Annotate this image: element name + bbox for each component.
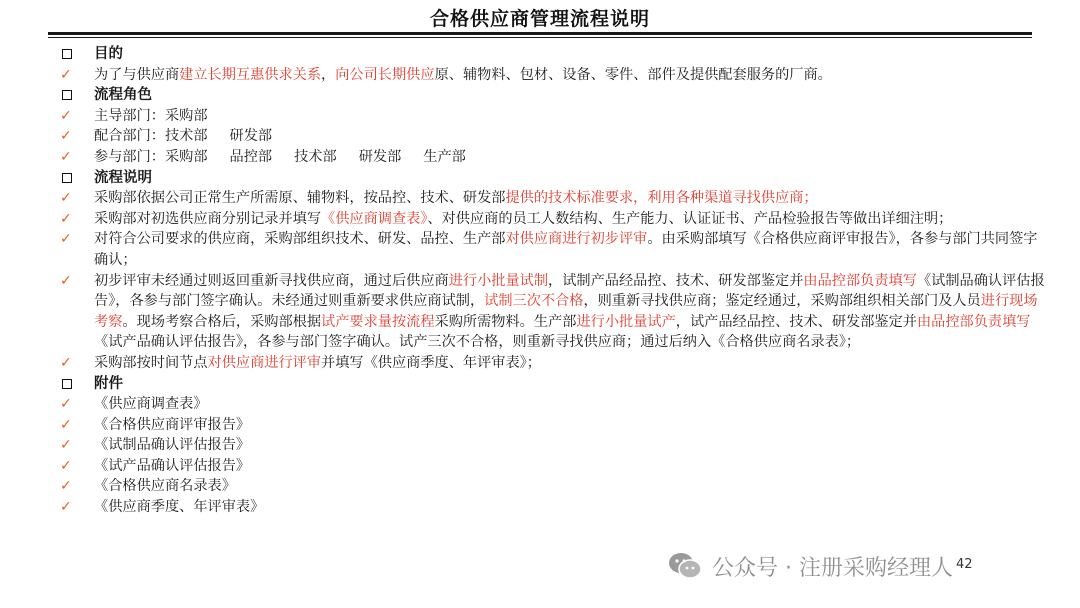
text-segment: 初步评审未经通过则返回重新寻找供应商，通过后供应商 [94, 272, 449, 289]
text-segment: 。由采购部填写《合格供应商评审报告》，各参与部门共同签字确认； [94, 231, 1038, 268]
checkmark-icon: ✓ [60, 478, 72, 495]
part-dept-item: 品控部 [229, 148, 273, 165]
highlighted-text: 由品控部负责填写 [803, 272, 917, 289]
square-bullet-icon [62, 90, 72, 100]
checkmark-icon: ✓ [60, 354, 72, 371]
process-step-text [94, 355, 541, 371]
checkmark-icon: ✓ [60, 107, 72, 124]
checkmark-icon: ✓ [60, 210, 72, 227]
highlighted-text: 提供的技术标准要求，利用各种渠道寻找供应商； [505, 190, 818, 207]
highlighted-text: 试制三次不合格 [484, 293, 584, 310]
square-bullet-icon [62, 379, 72, 389]
page-title: 合格供应商管理流程说明 [429, 8, 650, 30]
text-segment: 并填写《供应商季度、年评审表》； [321, 354, 541, 371]
watermark-text: 公众号 · 注册采购经理人 [712, 555, 953, 581]
watermark [668, 546, 953, 586]
checkmark-icon: ✓ [60, 272, 72, 289]
section-heading-text: 附件 [94, 375, 123, 392]
attachment-item [58, 415, 1048, 436]
attachment-item [58, 497, 1048, 518]
square-bullet-icon [62, 173, 72, 183]
text-segment: 采购所需物料。生产部 [434, 313, 577, 330]
part-dept-item: 生产部 [423, 148, 466, 165]
highlighted-text: 由品控部负责填写 [916, 313, 1031, 330]
checkmark-icon: ✓ [60, 396, 72, 413]
highlighted-text: 进行现场考察 [94, 293, 1038, 330]
purpose-text [94, 67, 832, 83]
attachment-item [58, 456, 1048, 477]
section-purpose-heading [58, 44, 1048, 65]
text-segment: 采购部按时间节点 [94, 354, 208, 371]
checkmark-icon: ✓ [60, 437, 72, 454]
checkmark-icon: ✓ [60, 66, 72, 83]
text-segment: ， [321, 66, 336, 83]
process-step-2 [58, 209, 1048, 230]
text-segment: 《试制品确认评估报告》，各参与部门签字确认。未经通过则重新要求供应商试制， [94, 272, 1045, 310]
coop-dept-item: 技术部 [164, 128, 208, 145]
text-segment: ，试产品经品控、技术、研发部鉴定并 [675, 313, 917, 330]
lead-dept-label: 主导部门： [94, 107, 165, 124]
text-segment: ，试制产品经品控、技术、研发部鉴定并 [548, 272, 804, 289]
checkmark-icon: ✓ [60, 148, 72, 165]
attachment-text: 《合格供应商名录表》 [94, 478, 236, 495]
process-step-5 [58, 353, 1048, 374]
section-heading-text: 流程角色 [94, 87, 152, 104]
checkmark-icon: ✓ [60, 231, 72, 248]
coop-dept-item: 研发部 [229, 128, 273, 145]
wechat-icon [668, 551, 702, 581]
text-segment: 为了与供应商 [94, 66, 180, 83]
attachment-text: 《供应商调查表》 [94, 396, 208, 413]
process-step-text [94, 273, 1045, 351]
text-segment: 。现场考察合格后，采购部根据 [122, 313, 322, 330]
section-roles-heading [58, 85, 1048, 106]
part-dept-item: 研发部 [358, 148, 402, 165]
attachment-item [58, 394, 1048, 415]
attachment-item [58, 435, 1048, 456]
section-attachments-heading [58, 374, 1048, 395]
page-number: 42 [956, 557, 973, 572]
text-segment: ，则重新寻找供应商；鉴定经通过，采购部组织相关部门及人员 [583, 293, 981, 310]
process-step-text [94, 231, 1038, 268]
attachment-text: 《试制品确认评估报告》 [94, 437, 251, 454]
content-body [58, 44, 1048, 518]
text-segment: 对符合公司要求的供应商，采购部组织技术、研发、品控、生产部 [94, 231, 506, 248]
attachment-item [58, 476, 1048, 497]
highlighted-text: 进行小批量试产 [576, 313, 676, 330]
highlighted-text: 对供应商进行初步评审 [505, 231, 648, 248]
checkmark-icon: ✓ [60, 457, 72, 474]
section-heading-text: 流程说明 [94, 169, 152, 186]
attachment-text: 《合格供应商评审报告》 [94, 416, 251, 433]
process-step-text [94, 211, 952, 227]
highlighted-text: 对供应商进行评审 [207, 354, 322, 371]
part-dept-item: 采购部 [164, 148, 208, 165]
part-dept-item: 技术部 [294, 148, 337, 165]
square-bullet-icon [62, 49, 72, 59]
highlighted-text: 进行小批量试制 [448, 272, 549, 289]
checkmark-icon: ✓ [60, 499, 72, 516]
highlighted-text: 试产要求量按流程 [321, 313, 435, 330]
process-step-1 [58, 188, 1048, 209]
coop-dept-line [58, 126, 1048, 147]
lead-dept-line [58, 106, 1048, 127]
highlighted-text: 向公司长期供应 [335, 66, 435, 83]
title-rule-thin [48, 37, 1032, 38]
purpose-line [58, 65, 1048, 86]
lead-dept-item: 采购部 [164, 107, 208, 124]
text-segment: 采购部依据公司正常生产所需原、辅物料，按品控、技术、研发部 [94, 190, 506, 207]
text-segment: 原、辅物料、包材、设备、零件、部件及提供配套服务的厂商。 [434, 66, 832, 83]
process-step-text [94, 190, 818, 206]
part-dept-label: 参与部门： [94, 148, 165, 165]
text-segment: 、对供应商的员工人数结构、生产能力、认证证书、产品检验报告等做出详细注明； [427, 210, 953, 227]
attachment-text: 《试产品确认评估报告》 [94, 457, 251, 474]
process-step-4 [58, 271, 1048, 353]
process-step-3 [58, 229, 1048, 270]
text-segment: 《试产品确认评估报告》，各参与部门签字确认。试产三次不合格，则重新寻找供应商；通过后纳入《合格供应商名录表》； [94, 334, 861, 351]
section-process-heading [58, 168, 1048, 189]
checkmark-icon: ✓ [60, 190, 72, 207]
attachment-text: 《供应商季度、年评审表》 [94, 499, 265, 516]
part-dept-line [58, 147, 1048, 168]
highlighted-text: 建立长期互惠供求关系 [179, 66, 322, 83]
checkmark-icon: ✓ [60, 128, 72, 145]
title-rule-thick [48, 32, 1032, 35]
highlighted-text: 《供应商调查表》 [321, 210, 428, 227]
coop-dept-label: 配合部门： [94, 128, 165, 145]
text-segment: 采购部对初选供应商分别记录并填写 [94, 210, 322, 227]
section-heading-text: 目的 [94, 46, 123, 62]
checkmark-icon: ✓ [60, 416, 72, 433]
